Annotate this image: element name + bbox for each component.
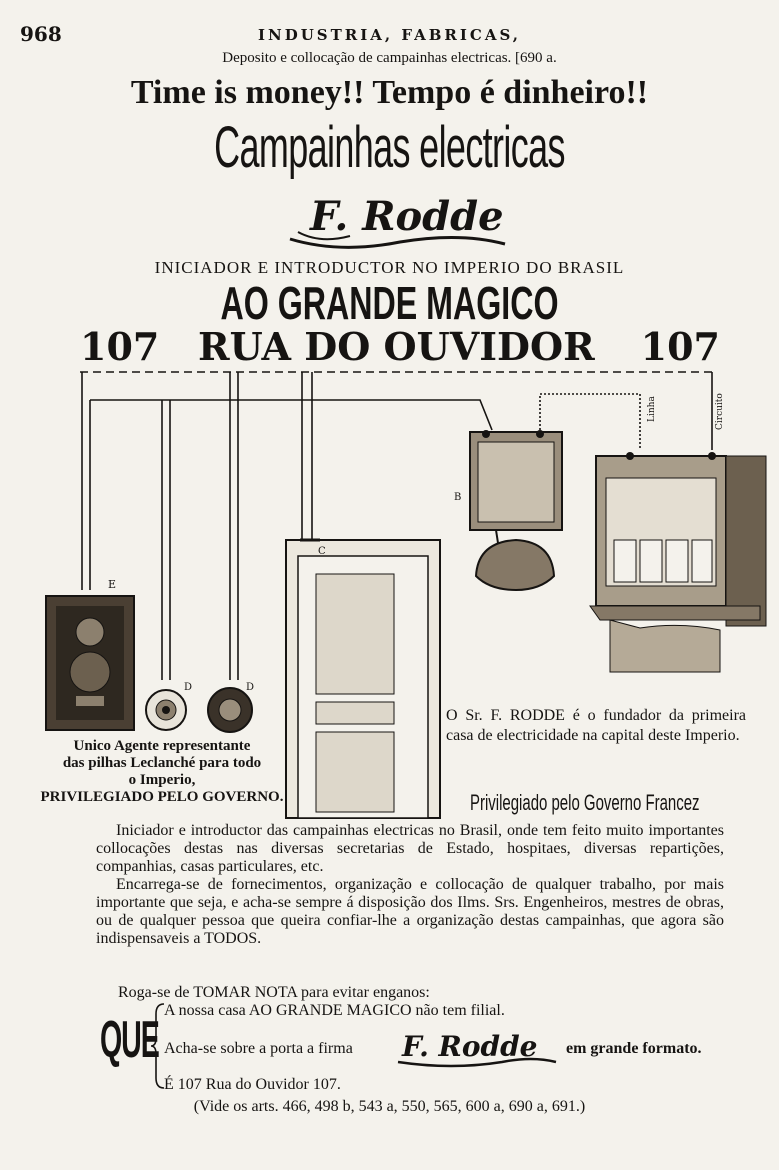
body-paragraph-1: Iniciador e introductor das campainhas electricas no Brasil, onde tem feito muito importantes collocações destas nas diversas secretarias de Estado, hospitaes, diversas repartições, companhias, casas particulares, etc. <box>96 822 724 875</box>
body-paragraph-2: Encarrega-se de fornecimentos, organização e collocação de qualquer trabalho, por mais importante que seja, e acha-se sempre á disposição dos Ilms. Srs. Engenheiros, mestres de obras, ou de qualquer pessoa que queira confiar-lhe a organização destas campainhas, que agora são indispensaveis a TODOS. <box>96 876 724 947</box>
que-word: QUE <box>100 1011 159 1069</box>
door <box>286 540 440 818</box>
que-line-2-after: em grande formato. <box>566 1040 702 1057</box>
svg-text:Circuito: Circuito <box>715 393 725 430</box>
que-line-1: A nossa casa AO GRANDE MAGICO não tem filial. <box>164 1002 505 1019</box>
founder-text: O Sr. F. RODDE é o fundador da primeira casa de electricidade na capital deste Imperio. <box>446 707 746 744</box>
roga-line: Roga-se de TOMAR NOTA para evitar enganos: <box>118 984 430 1001</box>
slogan: Time is money!! Tempo é dinheiro!! <box>130 74 649 111</box>
bell-push-2 <box>208 682 254 732</box>
svg-text:D: D <box>184 682 193 693</box>
privilege-french: Privilegiado pelo Governo Francez <box>470 790 700 815</box>
electric-bell <box>454 430 562 590</box>
address-street: RUA DO OUVIDOR <box>198 324 595 369</box>
body-text <box>96 822 724 948</box>
que-line-2-before: Acha-se sobre a porta a firma <box>164 1040 353 1057</box>
page-number: 968 <box>20 22 62 46</box>
store-name: AO GRANDE MAGICO <box>220 277 559 329</box>
deposit-line: Deposito e collocação de campainhas electricas. [690 a. <box>222 50 557 66</box>
svg-text:F. Rodde: F. Rodde <box>402 1030 538 1063</box>
signature-text: F. Rodde <box>310 193 504 240</box>
rodde-signature <box>280 184 520 258</box>
section-heading: INDUSTRIA, FABRICAS, <box>257 26 522 44</box>
iniciador-line: INICIADOR E INTRODUCTOR NO IMPERIO DO BRASIL <box>154 258 625 277</box>
que-line-3: É 107 Rua do Ouvidor 107. <box>164 1076 341 1093</box>
battery-cabinet <box>590 393 766 672</box>
svg-text:C: C <box>318 546 326 557</box>
address-number-left: 107 <box>80 324 160 369</box>
agent-line-2: das pilhas Leclanché para todo <box>62 755 262 771</box>
svg-text:B: B <box>454 492 462 503</box>
agent-line-4: PRIVILEGIADO PELO GOVERNO. <box>40 789 284 805</box>
svg-text:E: E <box>108 578 117 591</box>
agent-block <box>32 738 292 806</box>
advert-title: Campainhas electricas <box>214 115 565 180</box>
svg-text:Linha: Linha <box>647 396 657 422</box>
references-line: (Vide os arts. 466, 498 b, 543 a, 550, 565, 600 a, 690 a, 691.) <box>193 1098 586 1115</box>
address-number-right: 107 <box>640 324 720 369</box>
bell-push-1 <box>146 682 192 730</box>
agent-line-3: o Imperio, <box>128 772 196 788</box>
svg-text:D: D <box>246 682 255 693</box>
agent-line-1: Unico Agente representante <box>73 738 251 754</box>
push-button-plate <box>46 578 134 730</box>
que-line-2 <box>164 1040 353 1058</box>
rodde-signature-small <box>392 1024 562 1074</box>
